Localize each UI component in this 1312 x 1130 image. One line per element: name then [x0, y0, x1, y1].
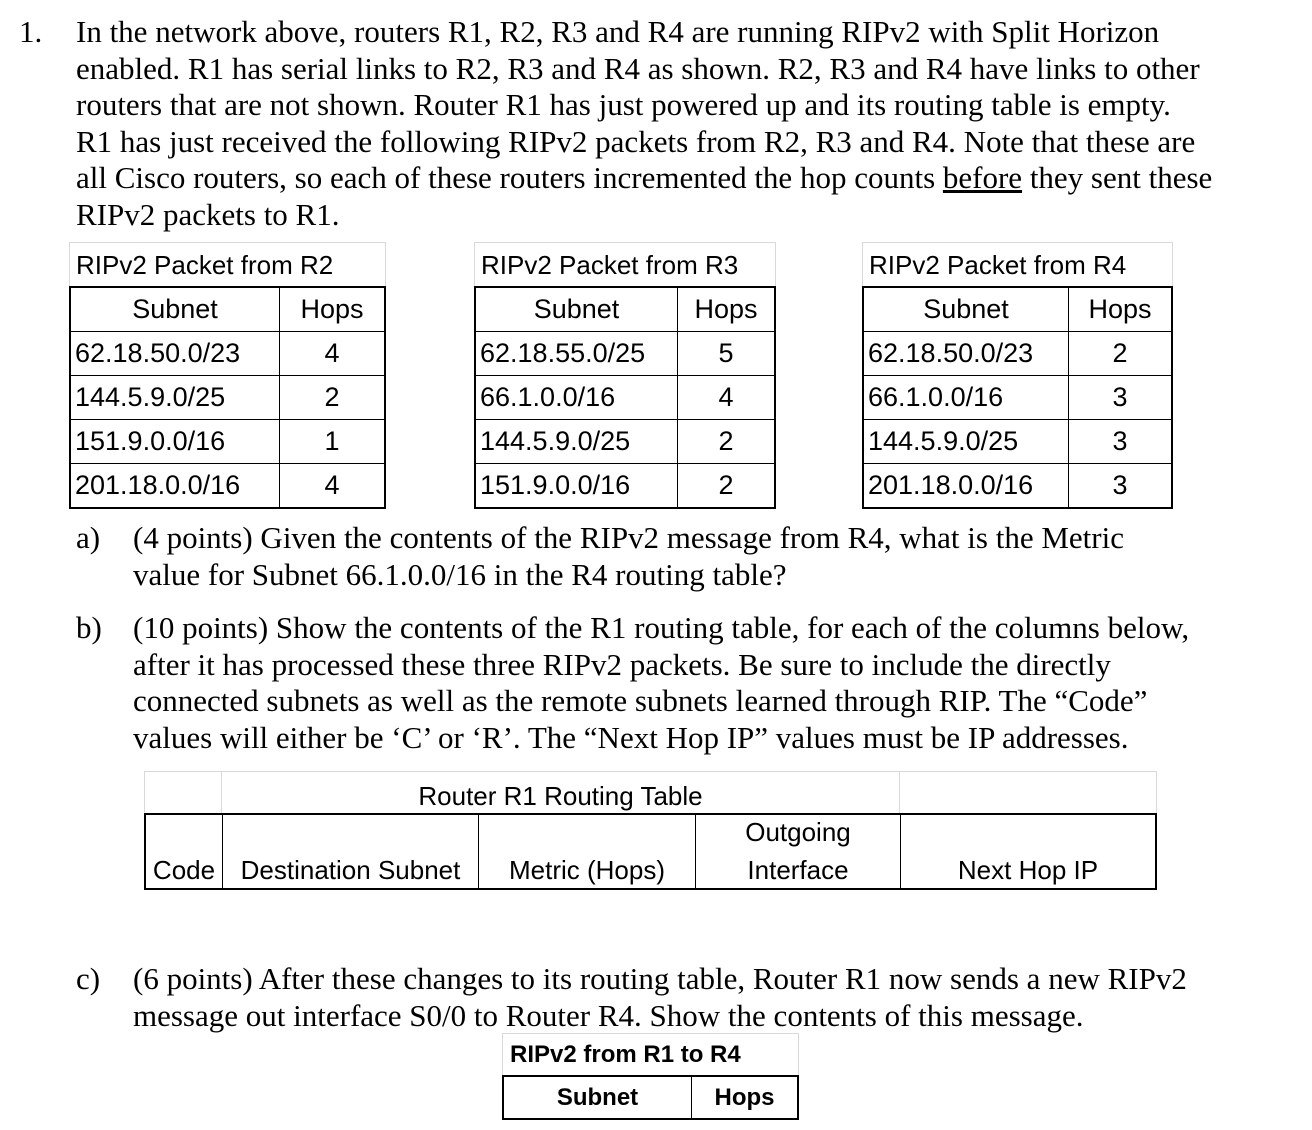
rip-table-r4 [862, 242, 1173, 509]
question-line-5-start: all Cisco routers, so each of these routers incremented the hop counts [76, 160, 943, 195]
part-c-label: c) [76, 961, 101, 996]
table-row [475, 420, 775, 464]
rip-table-r3 [474, 242, 776, 509]
hops-cell: 2 [280, 376, 386, 420]
subnet-cell: 66.1.0.0/16 [863, 376, 1069, 420]
part-b-line: (10 points) Show the contents of the R1 routing table, for each of the columns below, [133, 610, 1190, 645]
hops-cell: 4 [280, 464, 386, 509]
question-line: In the network above, routers R1, R2, R3 and R4 are running RIPv2 with Split Horizon [76, 14, 1160, 49]
subnet-cell: 144.5.9.0/25 [475, 420, 678, 464]
column-header-next-hop: Next Hop IP [957, 855, 1099, 885]
column-header-outgoing-interface: Outgoing Interface [696, 815, 901, 888]
subnet-cell: 62.18.55.0/25 [475, 332, 678, 376]
hops-cell: 2 [678, 464, 776, 509]
part-b-line: connected subnets as well as the remote subnets learned through RIP. The “Code” [133, 683, 1148, 718]
part-c-text [133, 961, 1187, 1034]
column-header-hops: Hops [1069, 287, 1173, 332]
table-header-row [863, 287, 1172, 332]
r1-to-r4-message-table [502, 1033, 799, 1120]
hops-cell: 1 [280, 420, 386, 464]
underlined-word: before [942, 160, 1023, 195]
question-line: RIPv2 packets to R1. [76, 196, 340, 232]
table-row [863, 332, 1172, 376]
table-row [863, 376, 1172, 420]
part-a-line: (4 points) Given the contents of the RIPv2 message from R4, what is the Metric [133, 520, 1124, 555]
question-line: enabled. R1 has serial links to R2, R3 and R4 as shown. R2, R3 and R4 have links to other [76, 50, 1200, 86]
subnet-cell: 62.18.50.0/23 [863, 332, 1069, 376]
hops-cell: 5 [678, 332, 776, 376]
r1-routing-table-title: Router R1 Routing Table [221, 771, 899, 813]
rip-table-title: RIPv2 Packet from R3 [474, 242, 776, 286]
question-line: R1 has just received the following RIPv2 packets from R2, R3 and R4. Note that these are [76, 123, 1196, 159]
subnet-cell: 201.18.0.0/16 [70, 464, 280, 509]
question-line: routers that are not shown. Router R1 has just powered up and its routing table is empty. [76, 87, 1171, 122]
rip-table [474, 286, 776, 509]
r1-routing-table [144, 771, 1157, 890]
hops-cell: 3 [1069, 376, 1173, 420]
part-b-line: after it has processed these three RIPv2 packets. Be sure to include the directly [133, 646, 1111, 682]
column-header-subnet: Subnet [475, 287, 678, 332]
part-c-line: (6 points) After these changes to its routing table, Router R1 now sends a new RIPv2 [133, 961, 1187, 996]
rip-table-r2 [69, 242, 386, 509]
column-header-hops: Hops [280, 287, 386, 332]
part-a-line: value for Subnet 66.1.0.0/16 in the R4 routing table? [133, 556, 787, 592]
table-row [70, 332, 385, 376]
rip-table [862, 286, 1173, 509]
subnet-cell: 201.18.0.0/16 [863, 464, 1069, 509]
hops-cell: 4 [280, 332, 386, 376]
table-header-row [70, 287, 385, 332]
subnet-cell: 66.1.0.0/16 [475, 376, 678, 420]
table-row [70, 376, 385, 420]
column-header-subnet: Subnet [70, 287, 280, 332]
table-row [475, 376, 775, 420]
subnet-cell: 151.9.0.0/16 [475, 464, 678, 509]
column-header-hops: Hops [678, 287, 776, 332]
table-header-row [475, 287, 775, 332]
r1-to-r4-title: RIPv2 from R1 to R4 [502, 1033, 799, 1075]
question-number: 1. [19, 14, 43, 49]
question-text [76, 14, 1236, 233]
hops-cell: 2 [678, 420, 776, 464]
part-b-label: b) [76, 610, 102, 645]
table-row [70, 464, 385, 509]
subnet-cell: 144.5.9.0/25 [863, 420, 1069, 464]
question-line [76, 160, 1236, 197]
column-header-destination: Destination Subnet [223, 815, 479, 888]
table-row [863, 464, 1172, 509]
column-header-subnet: Subnet [504, 1077, 692, 1118]
rip-table-title: RIPv2 Packet from R4 [862, 242, 1173, 286]
r1-routing-table-header-row [144, 813, 1157, 890]
part-a-label: a) [76, 520, 101, 555]
subnet-cell: 151.9.0.0/16 [70, 420, 280, 464]
rip-table-title: RIPv2 Packet from R2 [69, 242, 386, 286]
r1-to-r4-header-row [502, 1075, 799, 1120]
rip-table [69, 286, 386, 509]
hops-cell: 2 [1069, 332, 1173, 376]
table-row [475, 332, 775, 376]
subnet-cell: 62.18.50.0/23 [70, 332, 280, 376]
subnet-cell: 144.5.9.0/25 [70, 376, 280, 420]
hops-cell: 4 [678, 376, 776, 420]
part-c-line: message out interface S0/0 to Router R4. Show the contents of this message. [133, 997, 1084, 1033]
part-a-text [133, 520, 1124, 593]
hops-cell: 3 [1069, 464, 1173, 509]
table-row [70, 420, 385, 464]
column-header-code: Code [146, 815, 223, 888]
hops-cell: 3 [1069, 420, 1173, 464]
part-b-text [133, 610, 1189, 756]
column-header-metric: Metric (Hops) [479, 815, 696, 888]
column-header-subnet: Subnet [863, 287, 1069, 332]
question-line-5-end: they sent these [1022, 160, 1213, 195]
table-row [475, 464, 775, 509]
part-b-line: values will either be ‘C’ or ‘R’. The “Next Hop IP” values must be IP addresses. [133, 719, 1129, 755]
r1-routing-table-title-row [144, 771, 1157, 813]
table-row [863, 420, 1172, 464]
column-header-hops: Hops [714, 1083, 775, 1111]
